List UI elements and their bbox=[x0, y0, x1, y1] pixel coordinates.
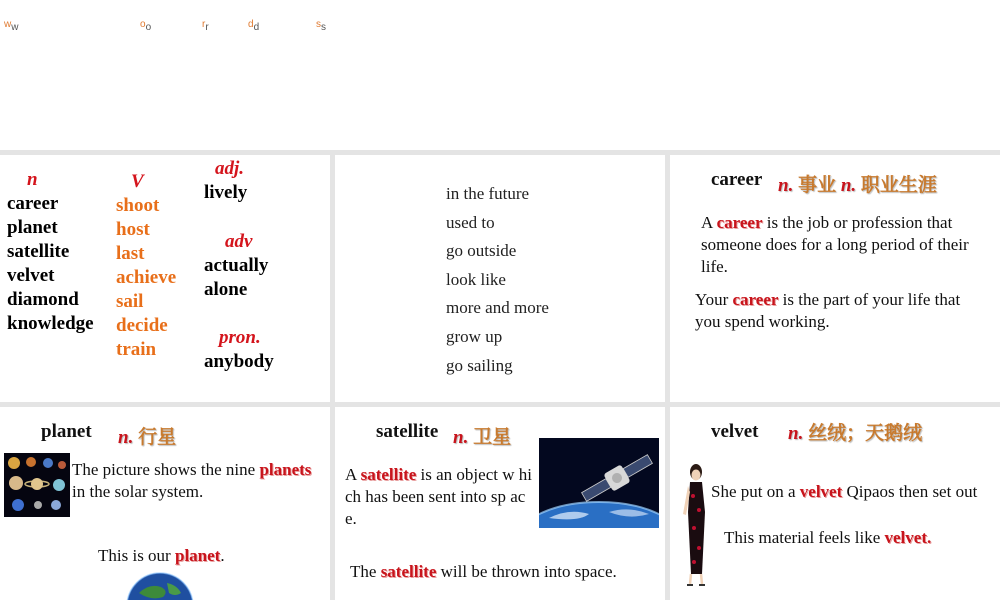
earth-image bbox=[125, 571, 195, 600]
title-glyph-2: oo bbox=[140, 19, 152, 33]
career-translation: n. 事业 n. 职业生涯 bbox=[778, 175, 937, 196]
velvet-headword: velvet bbox=[711, 421, 759, 442]
velvet-example-1: She put on a velvet Qipaos then set out bbox=[711, 482, 978, 501]
noun-item: diamond bbox=[7, 289, 79, 310]
satellite-definition: A satellite is an object w hich has been sent into sp ace. bbox=[345, 465, 532, 528]
career-definition: A career is the job or profession that someone does for a long period of their life. bbox=[701, 213, 969, 276]
title-glyph-3: rr bbox=[202, 19, 209, 33]
noun-item: velvet bbox=[7, 265, 55, 286]
solar-system-image bbox=[4, 453, 70, 517]
phrase-item: look like bbox=[446, 269, 506, 289]
planet-definition: The picture shows the nine planets in the solar system. bbox=[72, 460, 312, 501]
noun-item: satellite bbox=[7, 241, 70, 262]
phrase-item: used to bbox=[446, 212, 495, 232]
phrase-item: grow up bbox=[446, 326, 503, 346]
phrase-list bbox=[446, 180, 549, 380]
adv-item: actually bbox=[204, 255, 269, 276]
noun-item: planet bbox=[7, 217, 58, 238]
satellite-headword: satellite bbox=[376, 421, 439, 442]
career-example: Your career is the part of your life that you spend working. bbox=[695, 290, 961, 331]
phrase-item: in the future bbox=[446, 184, 530, 203]
verb-item: last bbox=[116, 243, 145, 264]
velvet-translation: n. 丝绒；天鹅绒 bbox=[788, 423, 923, 444]
adj-label: adj. bbox=[215, 158, 245, 179]
planet-headword: planet bbox=[41, 421, 92, 442]
title-area bbox=[0, 0, 1000, 150]
noun-item: career bbox=[7, 193, 59, 214]
planet-panel bbox=[0, 407, 330, 600]
verb-item: decide bbox=[116, 315, 168, 336]
satellite-example: The satellite will be thrown into space. bbox=[350, 562, 617, 581]
velvet-example-2: This material feels like velvet. bbox=[724, 528, 932, 547]
velvet-panel bbox=[670, 407, 1000, 600]
verb-item: host bbox=[116, 219, 150, 240]
planet-example: This is our planet. bbox=[98, 546, 225, 565]
vocab-panel bbox=[0, 155, 330, 402]
verb-item: achieve bbox=[116, 267, 177, 288]
adv-item: alone bbox=[204, 279, 248, 300]
title-glyph-1: ww bbox=[4, 19, 19, 33]
phrases-panel bbox=[335, 155, 665, 402]
satellite-image bbox=[539, 438, 659, 528]
verb-list bbox=[116, 194, 176, 362]
title-glyph-4: dd bbox=[248, 19, 260, 33]
phrase-item: more and more bbox=[446, 298, 549, 318]
phrase-item: go outside bbox=[446, 241, 517, 261]
title-glyph-5: ss bbox=[316, 19, 326, 33]
satellite-translation: n. 卫星 bbox=[453, 427, 512, 448]
qipao-woman-image bbox=[680, 462, 714, 588]
verb-item: train bbox=[116, 339, 157, 360]
noun-label: n bbox=[27, 169, 38, 190]
career-panel bbox=[670, 155, 1000, 402]
noun-item: knowledge bbox=[7, 313, 94, 334]
satellite-panel bbox=[335, 407, 665, 600]
adv-list bbox=[204, 254, 268, 302]
phrase-item: go sailing bbox=[446, 355, 513, 375]
adj-item: lively bbox=[204, 182, 248, 203]
verb-item: shoot bbox=[116, 195, 160, 216]
planet-translation: n. 行星 bbox=[118, 427, 177, 448]
verb-label: V bbox=[131, 171, 144, 192]
career-headword: career bbox=[711, 169, 763, 190]
noun-list bbox=[7, 192, 94, 336]
pron-item: anybody bbox=[204, 351, 274, 372]
pron-label: pron. bbox=[219, 327, 261, 348]
verb-item: sail bbox=[116, 291, 144, 312]
adv-label: adv bbox=[225, 231, 253, 252]
